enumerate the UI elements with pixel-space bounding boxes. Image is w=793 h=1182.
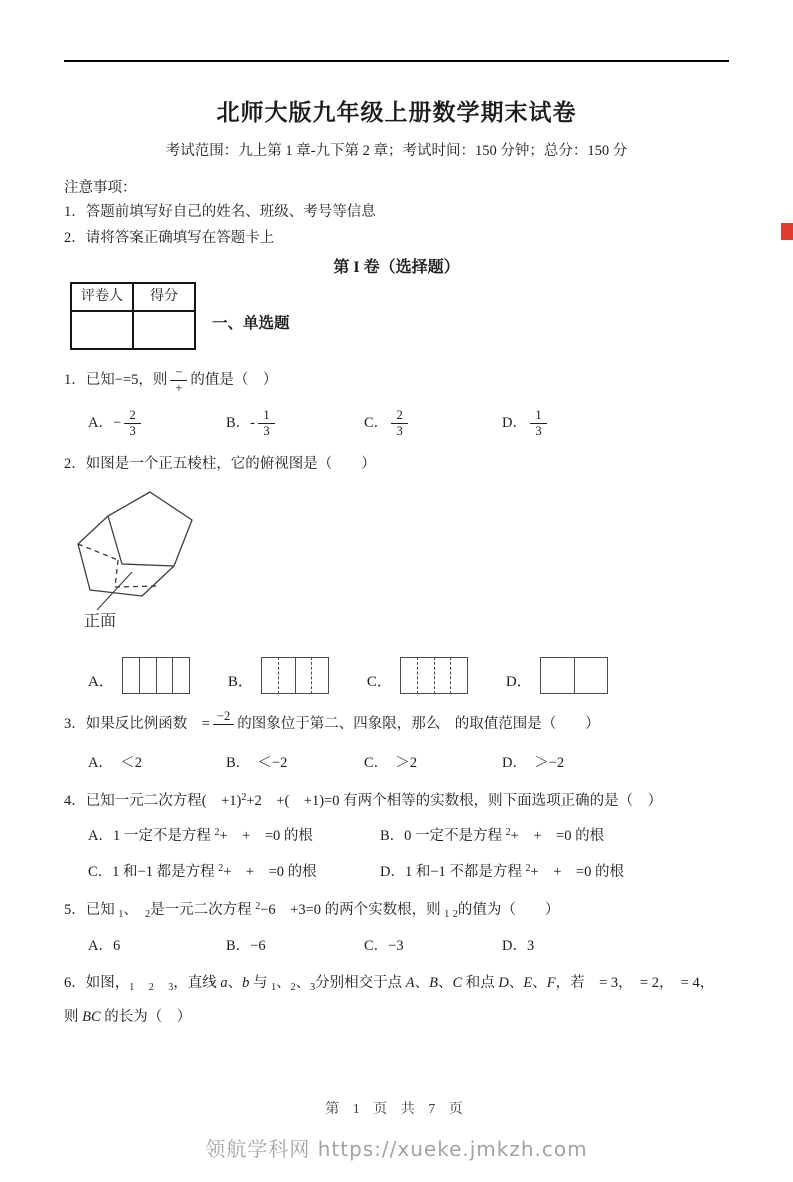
score-table-row: [70, 282, 729, 350]
q2-option-b: [228, 657, 329, 694]
q2-option-d-label: D．: [505, 674, 532, 690]
question-5-stem: 5．已知 $_1$、 $_2$是一元二次方程 $^2$−6 +3=0 的两个实数根，则 $_1$ $_2$的值为（ ）: [64, 900, 560, 920]
q4-option-c: C．1 和−1 都是方程 $^2$+ + =0 的根: [88, 863, 317, 880]
section-title: 第 I 卷（选择题）: [333, 258, 460, 276]
q5-option-b: B．−6: [226, 937, 266, 954]
q4-option-a: A．1 一定不是方程 $^2$+ + =0 的根: [88, 827, 313, 845]
page-title: 北师大版九年级上册数学期末试卷: [216, 100, 577, 125]
q2-option-c-label: C．: [366, 674, 392, 690]
q2-option-a-figure: [122, 657, 190, 694]
question-4-stem: 4．已知一元二次方程( +1)$^2$+2 +( +1)=0 有两个相等的实数根，则下面选项正确的是（ ）: [64, 791, 663, 809]
q2-option-d-figure: [540, 657, 608, 694]
question-2-stem: 2．如图是一个正五棱柱，它的俯视图是（ ）: [64, 456, 376, 472]
q2-option-b-figure: [261, 657, 329, 694]
page-footer: [0, 1099, 793, 1164]
q2-option-a: [88, 657, 190, 694]
question-5: [64, 900, 729, 958]
q2-option-d: [506, 657, 608, 694]
score-table-header-grader: 评卷人: [71, 283, 133, 311]
q2-option-c-figure: [400, 657, 468, 694]
notice-item-1: 1．答题前填写好自己的姓名、班级、考号等信息: [64, 204, 376, 220]
red-marker: [781, 223, 793, 240]
q5-option-c: C．−3: [364, 937, 404, 954]
question-4-options-row-1: [88, 826, 729, 848]
q3-option-d: D． ＞−2: [502, 754, 565, 771]
part-heading: 一、单选题: [212, 314, 290, 332]
pentagonal-prism-figure: [70, 486, 235, 631]
question-3-stem: 3．如果反比例函数 = −2 的图象位于第二、四象限，那么 的取值范围是（ ）: [64, 708, 600, 732]
question-1-stem: 1．已知−=5，则 $\frac{-}{+}$ 的值是（ ）: [64, 364, 278, 395]
q4-option-b: B．0 一定不是方程 $^2$+ + =0 的根: [380, 827, 605, 845]
question-1-options: [88, 409, 729, 438]
question-6: [64, 973, 729, 1029]
q1-option-c: C． $\frac{2}{3}$: [364, 409, 502, 438]
question-6-stem: 6．如图，$_1$ $_2$ $_3$，直线 a、b 与 $_1$、$_2$、$_3$分别相交于点 A、B、C 和点 D、E、F，若 = 3， = 2， = 4，: [64, 975, 715, 994]
q3-option-b: B． ＜−2: [226, 754, 288, 771]
prism-front-label: 正面: [84, 612, 117, 630]
score-table-cell-grader: [71, 311, 133, 349]
score-table-header-score: 得分: [133, 283, 195, 311]
q2-option-b-label: B．: [227, 674, 253, 690]
notice-heading: 注意事项：: [64, 180, 137, 197]
page-number: 第 1 页 共 7 页: [325, 1102, 468, 1117]
question-2: [64, 454, 729, 694]
score-table-cell-score: [133, 311, 195, 349]
q3-option-a: A． ＜2: [88, 754, 142, 771]
q3-option-c: C． ＞2: [364, 754, 418, 771]
q2-option-a-label: A．: [88, 674, 114, 690]
question-6-stem-line-2: 则 BC 的长为（ ）: [64, 1009, 192, 1025]
question-3-options: [88, 753, 729, 775]
q5-option-a: A．6: [88, 937, 121, 954]
score-table: [70, 282, 196, 350]
question-4: [64, 791, 729, 884]
notice-item-2: 2．请将答案正确填写在答题卡上: [64, 229, 275, 246]
q5-option-d: D．3: [502, 937, 535, 954]
question-4-options-row-2: [88, 862, 729, 884]
site-watermark: 领航学科网 https://xueke.jmkzh.com: [205, 1137, 588, 1161]
q1-option-a: A．− $\frac{2}{3}$: [88, 409, 226, 438]
question-3: [64, 710, 729, 775]
question-2-options: [88, 657, 729, 694]
question-1: [64, 366, 729, 439]
q4-option-d: D．1 和−1 不都是方程 $^2$+ + =0 的根: [380, 863, 624, 880]
q2-option-c: [367, 657, 468, 694]
header-rule: [64, 60, 729, 62]
question-5-options: [88, 936, 729, 958]
q1-option-d: D． $\frac{1}{3}$: [502, 409, 640, 438]
exam-scope-subtitle: 考试范围：九上第 1 章-九下第 2 章；考试时间：150 分钟；总分：150 分: [165, 142, 628, 159]
q1-option-b: B．- $\frac{1}{3}$: [226, 409, 364, 438]
